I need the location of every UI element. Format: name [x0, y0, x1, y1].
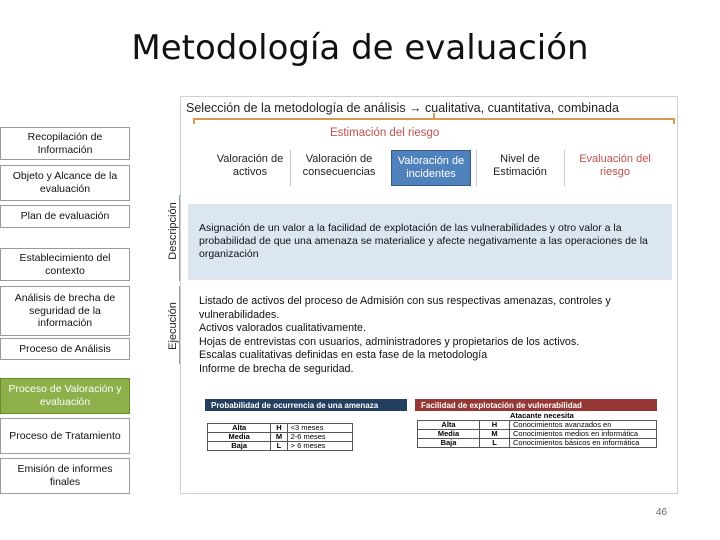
- step-analisis-brecha[interactable]: Análisis de brecha de seguridad de la información: [0, 286, 130, 336]
- execution-item: Listado de activos del proceso de Admisión con sus respectivas amenazas, controles y vulnerabilidades.: [199, 295, 611, 321]
- header-evaluacion-riesgo: Evaluación del riesgo: [579, 152, 651, 178]
- slide-title: Metodología de evaluación: [131, 28, 589, 68]
- header-separator: [290, 150, 291, 186]
- table-cell: H: [271, 424, 287, 433]
- execution-item: Escalas cualitativas definidas en esta fase de la metodología: [199, 349, 488, 362]
- table-cell: H: [480, 421, 510, 430]
- table-cell: Conocimientos medios en informática: [510, 430, 657, 439]
- table-cell: > 6 meses: [287, 442, 352, 451]
- header-separator: [564, 150, 565, 186]
- execution-list: [199, 295, 669, 376]
- page-number: 46: [656, 507, 668, 518]
- step-proceso-analisis[interactable]: Proceso de Análisis: [0, 338, 130, 360]
- methodology-selection-text: Selección de la metodología de análisis → cualitativa, cuantitativa, combinada: [186, 101, 619, 115]
- step-recopilacion[interactable]: Recopilación de Información: [0, 127, 130, 160]
- description-divider: [179, 195, 180, 281]
- step-tratamiento[interactable]: Proceso de Tratamiento: [0, 418, 130, 454]
- description-text: Asignación de un valor a la facilidad de explotación de las vulnerabilidades y otro valor a la probabilidad de que una amenaza se materialice y afecte negativamente a las operaciones de la organización: [199, 222, 648, 261]
- table-cell: Alta: [208, 424, 271, 433]
- table-cell: L: [271, 442, 287, 451]
- header-valoracion-consecuencias: Valoración de consecuencias: [302, 152, 376, 178]
- step-valoracion-evaluacion[interactable]: Proceso de Valoración y evaluación: [0, 378, 130, 414]
- table-cell: Media: [418, 430, 480, 439]
- table-cell: Baja: [208, 442, 271, 451]
- table-cell: <3 meses: [287, 424, 352, 433]
- table-cell: Conocimientos básicos en informática: [510, 439, 657, 448]
- execution-item: Informe de brecha de seguridad.: [199, 362, 354, 375]
- header-valoracion-incidentes: Valoración de incidentes: [391, 150, 471, 186]
- step-informes[interactable]: Emisión de informes finales: [0, 458, 130, 494]
- table-cell: L: [480, 439, 510, 448]
- table-cell: Conocimientos avanzados en: [510, 421, 657, 430]
- probability-table-title: Probabilidad de ocurrencia de una amenaza: [205, 399, 407, 411]
- execution-label: Ejecución: [167, 302, 179, 350]
- table-row: [208, 442, 353, 451]
- header-nivel-estimacion: Nivel de Estimación: [493, 152, 547, 178]
- table-cell: 2-6 meses: [287, 433, 352, 442]
- table-cell: Media: [208, 433, 271, 442]
- execution-item: Hojas de entrevistas con usuarios, administradores y propietarios de los activos.: [199, 335, 580, 348]
- table-cell: M: [271, 433, 287, 442]
- table-cell: Baja: [418, 439, 480, 448]
- description-label: Descripción: [167, 202, 179, 260]
- estimation-label: Estimación del riesgo: [330, 127, 440, 139]
- table-row: [418, 439, 657, 448]
- step-objeto-alcance[interactable]: Objeto y Alcance de la evaluación: [0, 165, 130, 201]
- execution-item: Activos valorados cualitativamente.: [199, 322, 366, 335]
- facility-table-title: Facilidad de explotación de vulnerabilidad: [415, 399, 657, 411]
- table-cell: M: [480, 430, 510, 439]
- facility-table: [417, 420, 657, 448]
- facility-subheader: Atacante necesita: [510, 411, 574, 420]
- header-separator: [476, 150, 477, 186]
- probability-table: [207, 423, 353, 451]
- header-valoracion-activos: Valoración de activos: [216, 152, 284, 178]
- step-plan[interactable]: Plan de evaluación: [0, 205, 130, 228]
- table-cell: Alta: [418, 421, 480, 430]
- execution-divider: [179, 286, 180, 364]
- step-contexto[interactable]: Establecimiento del contexto: [0, 248, 130, 281]
